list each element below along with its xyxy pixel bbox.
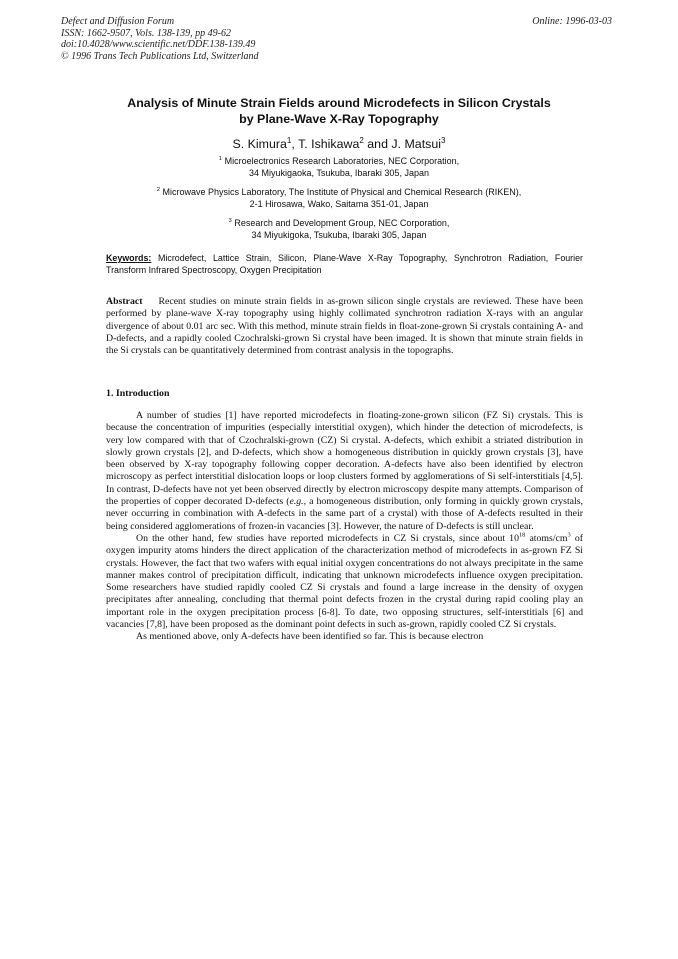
journal-copyright: © 1996 Trans Tech Publications Ltd, Switzerland [61,50,259,62]
paragraph-text: On the other hand, few studies have reported microdefects in CZ Si crystals, since about 10 [136,532,519,544]
affil-line: 34 Miyukigaoka, Tsukuba, Ibaraki 305, Japan [249,167,429,178]
section-body [106,410,583,644]
affil-line: Microwave Physics Laboratory, The Institute of Physical and Chemical Research (RIKEN), [162,187,522,197]
title-line-1: Analysis of Minute Strain Fields around Microdefects in Silicon Crystals [127,96,551,110]
affiliation-3 [60,218,618,241]
author-list [60,136,618,152]
journal-header [61,16,259,62]
paragraph-text: , a homogeneous distribution, only forming in quickly grown crystals, never occurring in combination with A-defects in the same part of a crystal) with those of A-defects resulted in their being considered agglomerations of frozen-in vacancies [3]. However, the nature of D-defects is still unclear. [106,496,583,532]
abstract [106,296,583,357]
paper-title [60,95,618,127]
author-affil-mark: 2 [359,135,364,145]
affil-line: 2-1 Hirosawa, Wako, Saitama 351-01, Japan [249,198,429,209]
paragraph [106,533,583,631]
keywords [106,252,583,276]
paragraph-text: As mentioned above, only A-defects have been identified so far. This is because electron [136,631,484,643]
affil-mark: 2 [156,187,160,193]
affil-line: 34 Miyukigoka, Tsukuba, Ibaraki 305, Japan [251,229,427,240]
affiliation-1 [60,156,618,179]
title-line-2: by Plane-Wave X-Ray Topography [239,112,439,126]
exponent: 18 [518,531,526,539]
affil-mark: 3 [228,218,232,224]
paragraph-text: of oxygen impurity atoms hinders the direct application of the characterization method of microdefects in as-grown FZ Si crystals. However, the fact that two wafers with equal initial oxygen concentrations do not always precipitate in the same manner makes control of precipitation difficult, indicating that unknown microdefects influence oxygen precipitation. Some researchers have studied rapidly cooled CZ Si crystals and found a large increase in the density of oxygen precipitates after annealing, concluding that thermal point defects frozen in the crystal during rapid cooling play an important role in the oxygen precipitation process [6-8]. To date, two opposing structures, self-interstitials [6] and vacancies [7,8], have been proposed as the dominant point defects in such as-grown, rapidly cooled CZ Si crystals. [106,532,583,631]
journal-name: Defect and Diffusion Forum [61,16,175,27]
journal-issn: ISSN: 1662-9507, Vols. 138-139, pp 49-62 [61,27,231,39]
keywords-label: Keywords: [106,253,152,263]
paragraph [106,631,583,643]
online-date: Online: 1996-03-03 [532,16,612,27]
affil-line: Research and Development Group, NEC Corporation, [234,218,450,228]
paragraph-italic: e.g. [289,496,304,508]
paragraph [106,410,583,533]
author-name: , T. Ishikawa [291,137,360,151]
author-name: and J. Matsui [363,137,441,151]
exponent: 3 [567,531,571,539]
paragraph-text: atoms/cm [525,532,568,544]
author-affil-mark: 1 [286,135,292,145]
author-affil-mark: 3 [440,135,446,145]
journal-doi: doi:10.4028/www.scientific.net/DDF.138-139.49 [61,39,256,50]
keywords-text: Microdefect, Lattice Strain, Silicon, Plane-Wave X-Ray Topography, Synchrotron Radiation, Fourier Transform Infrared Spectroscopy, Oxygen Precipitation [106,253,584,275]
abstract-text: Recent studies on minute strain fields in as-grown silicon single crystals are reviewed. These have been performed by plane-wave X-ray topography using highly collimated synchrotron radiation X-rays with an angular divergence of about 0.01 arc sec. With this method, minute strain fields in float-zone-grown Si crystals containing A- and D-defects, and a rapidly cooled Czochralski-grown Si crystal have been imaged. It is shown that minute strain fields in the Si crystals can be quantitatively determined from contrast analysis in the topographs. [106,296,583,357]
section-heading: 1. Introduction [106,388,170,399]
author-name: S. Kimura [232,137,287,151]
affil-line: Microelectronics Research Laboratories, NEC Corporation, [224,156,460,166]
paragraph-text: A number of studies [1] have reported microdefects in floating-zone-grown silicon (FZ Si) crystals. This is because the concentration of impurities (especially interstitial oxygen), which hinder the detection of microdefects, is very low compared with that of Czochralski-grown (CZ) Si crystal. A-defects, which exhibit a striated distribution in slowly grown crystals [2], and D-defects, which show a homogeneous distribution in quickly grown crystals [3], have been observed by X-ray topography following copper decoration. A-defects have also been identified by electron microscopy as perfect interstitial dislocation loops or loop clusters formed by agglomerations of Si self-interstitials [4,5]. In contrast, D-defects have not yet been observed directly by electron microscopy despite many attempts. Comparison of the properties of copper decorated D-defects ( [106,410,583,508]
affiliation-2 [60,187,618,210]
affil-mark: 1 [218,156,223,162]
abstract-label: Abstract [106,296,143,307]
